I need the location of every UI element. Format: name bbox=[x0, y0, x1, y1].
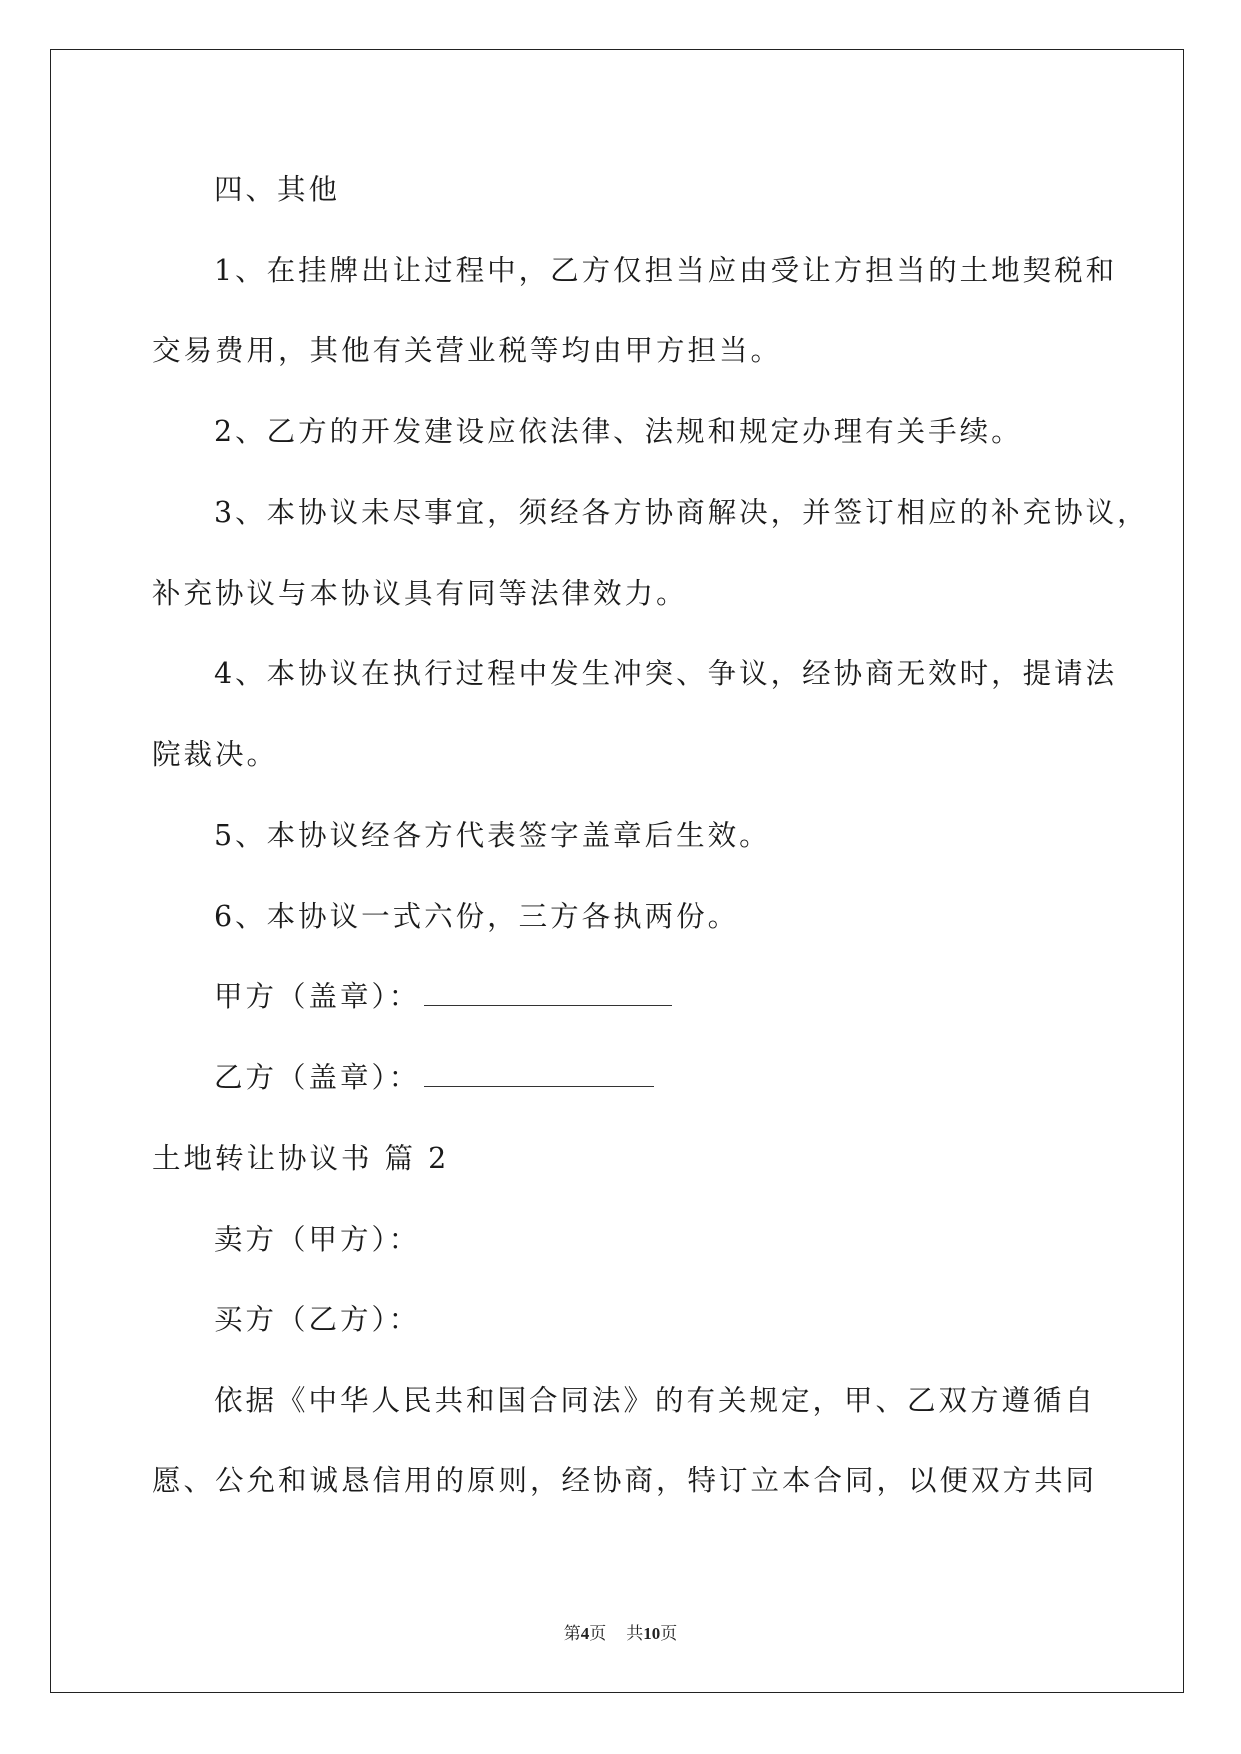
item-4-line-2: 院裁决。 bbox=[152, 738, 279, 771]
page-footer bbox=[0, 1619, 1241, 1644]
section-heading: 四、其他 bbox=[214, 173, 341, 206]
page-number: 4 bbox=[580, 1624, 590, 1643]
total-suffix: 页 bbox=[660, 1624, 678, 1643]
party-a-blank bbox=[424, 983, 672, 1006]
paragraph-line-2: 愿、公允和诚恳信用的原则，经协商，特订立本合同，以便双方共同 bbox=[152, 1464, 1098, 1497]
page-border bbox=[50, 49, 1184, 1693]
item-5: 5、本协议经各方代表签字盖章后生效。 bbox=[214, 819, 771, 852]
item-1-line-2: 交易费用，其他有关营业税等均由甲方担当。 bbox=[152, 334, 783, 367]
party-a-signature-line bbox=[214, 980, 672, 1013]
total-pages: 10 bbox=[643, 1624, 661, 1643]
section-title-part-2: 土地转让协议书 篇 2 bbox=[152, 1142, 450, 1175]
buyer-label: 买方（乙方）： bbox=[214, 1303, 421, 1336]
page-suffix: 页 bbox=[589, 1624, 607, 1643]
item-3-line-1: 3、本协议未尽事宜，须经各方协商解决，并签订相应的补充协议， bbox=[214, 496, 1149, 529]
page-prefix: 第 bbox=[563, 1624, 581, 1643]
item-2: 2、乙方的开发建设应依法律、法规和规定办理有关手续。 bbox=[214, 415, 1023, 448]
paragraph-line-1: 依据《中华人民共和国合同法》的有关规定，甲、乙双方遵循自 bbox=[214, 1384, 1097, 1417]
seller-label: 卖方（甲方）： bbox=[214, 1223, 421, 1256]
party-b-blank bbox=[424, 1064, 654, 1087]
party-b-signature-line bbox=[214, 1061, 654, 1094]
item-1-line-1: 1、在挂牌出让过程中，乙方仅担当应由受让方担当的土地契税和 bbox=[214, 254, 1118, 287]
total-prefix: 共 bbox=[626, 1624, 644, 1643]
party-b-seal-label: 乙方（盖章）： bbox=[214, 1061, 421, 1094]
item-6: 6、本协议一式六份，三方各执两份。 bbox=[214, 900, 740, 933]
item-4-line-1: 4、本协议在执行过程中发生冲突、争议，经协商无效时，提请法 bbox=[214, 657, 1118, 690]
item-3-line-2: 补充协议与本协议具有同等法律效力。 bbox=[152, 577, 688, 610]
party-a-seal-label: 甲方（盖章）： bbox=[214, 980, 421, 1013]
